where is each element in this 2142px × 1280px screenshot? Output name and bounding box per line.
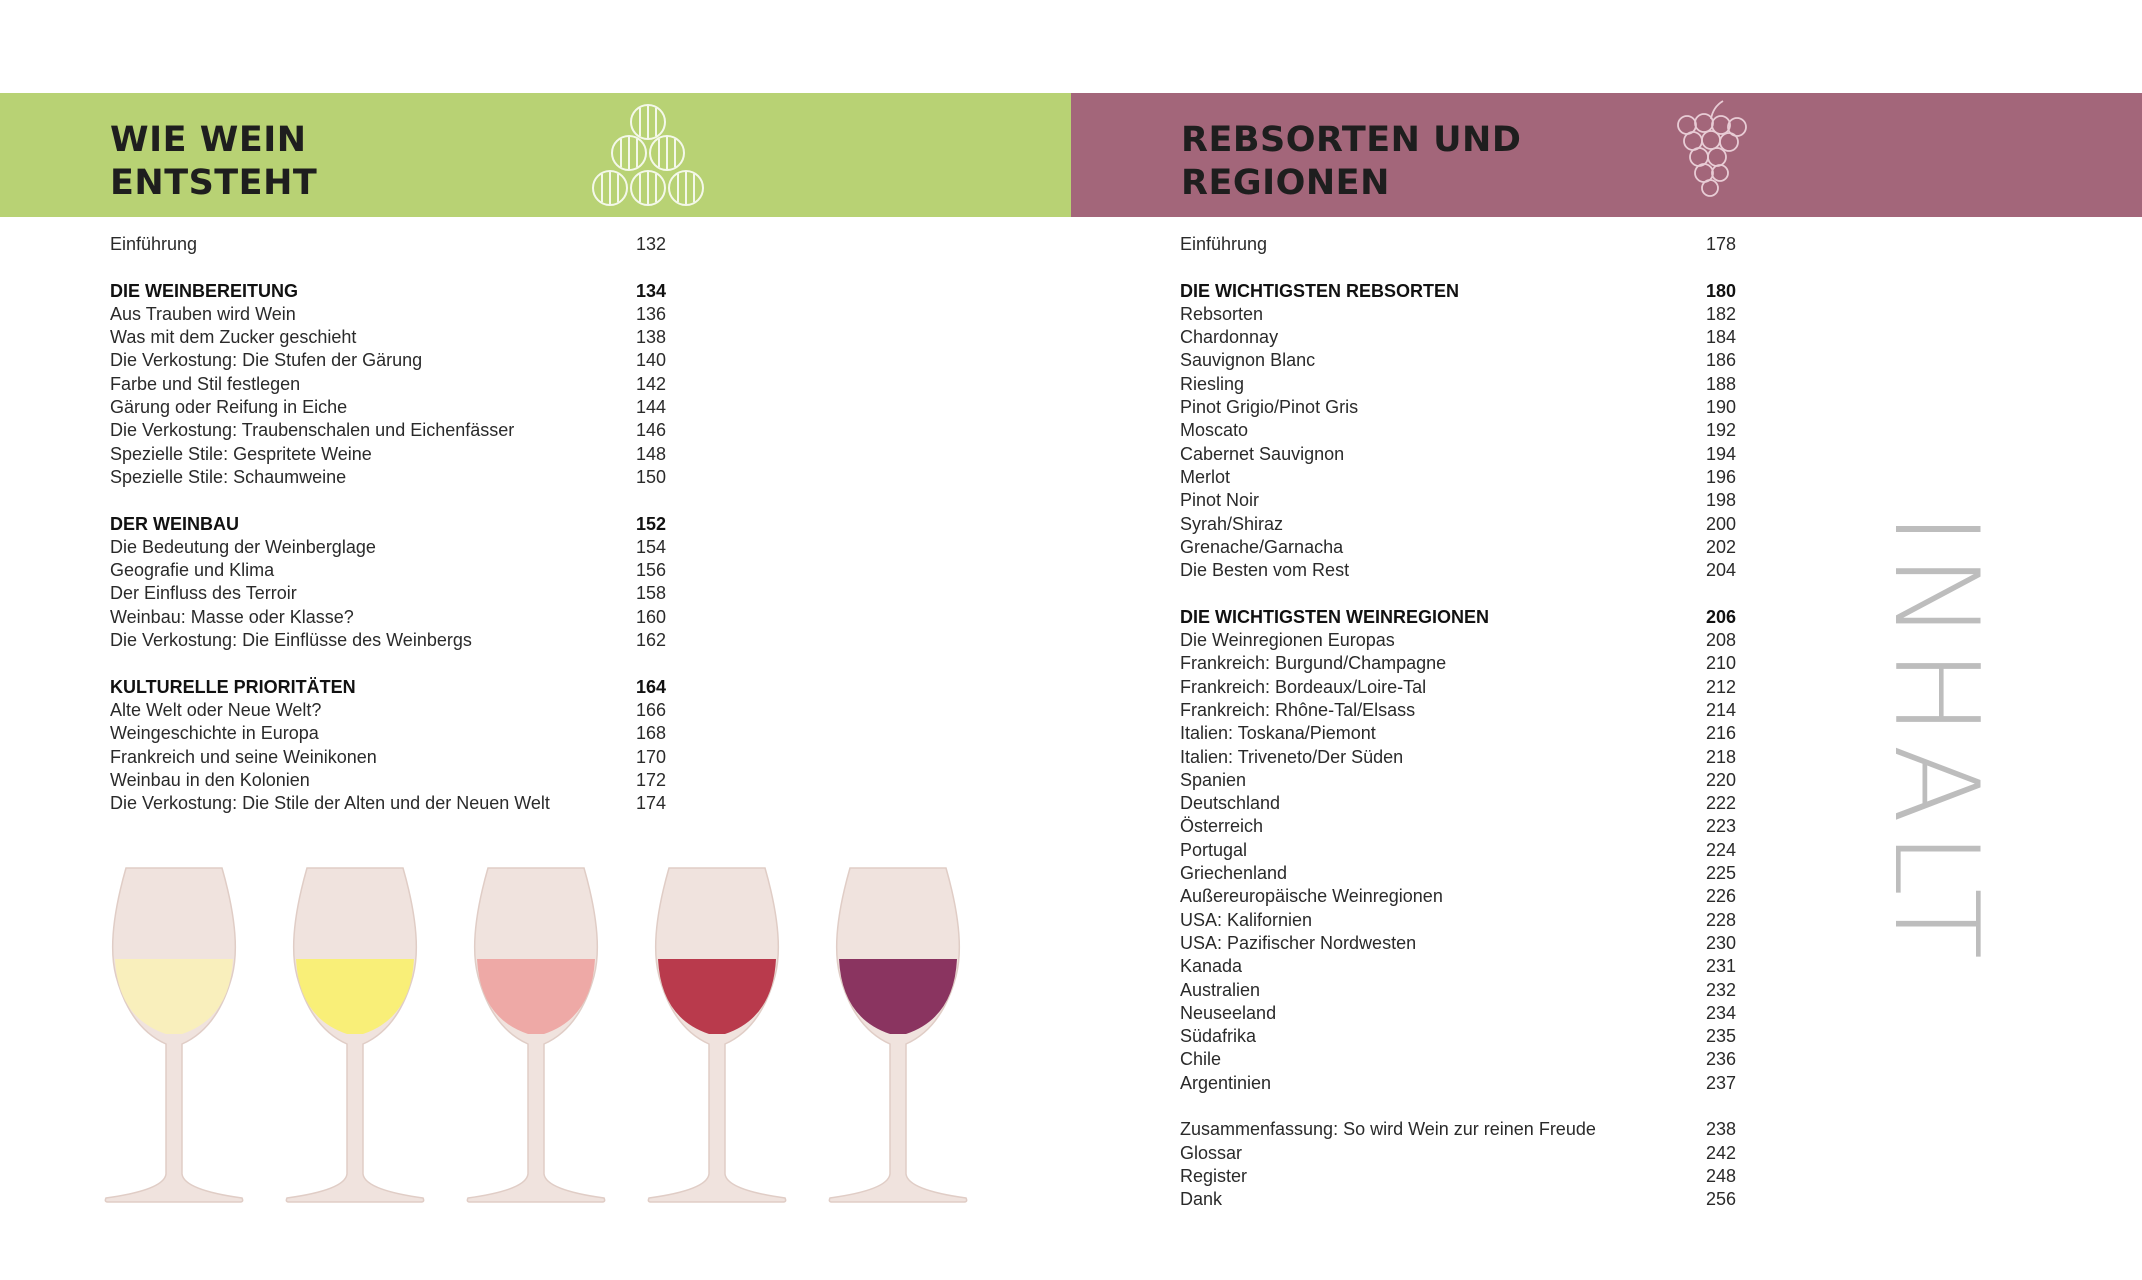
wine-fill	[839, 959, 957, 1034]
toc-label: DIE WICHTIGSTEN REBSORTEN	[1180, 280, 1460, 301]
toc-entry[interactable]	[110, 536, 666, 559]
toc-page-number: 140	[635, 350, 666, 371]
toc-entry[interactable]	[1180, 676, 1736, 699]
toc-page-number: 220	[1705, 769, 1736, 790]
toc-page-number: 172	[635, 769, 666, 790]
toc-page-number: 235	[1705, 1026, 1736, 1047]
toc-label: Die Verkostung: Traubenschalen und Eichenfässer	[110, 420, 515, 441]
toc-entry[interactable]	[1180, 1072, 1736, 1095]
wine-fill	[477, 959, 595, 1034]
toc-label: Frankreich: Bordeaux/Loire-Tal	[1180, 676, 1427, 697]
toc-entry[interactable]	[1180, 885, 1736, 908]
glass-shape	[829, 868, 966, 1202]
toc-entry[interactable]	[1180, 326, 1736, 349]
toc-label: Italien: Toskana/Piemont	[1180, 723, 1376, 744]
toc-entry[interactable]	[110, 233, 666, 256]
toc-label: Weinbau in den Kolonien	[110, 769, 310, 790]
toc-entry[interactable]	[110, 699, 666, 722]
toc-label: Frankreich und seine Weinikonen	[110, 746, 377, 767]
toc-label: USA: Pazifischer Nordwesten	[1180, 932, 1417, 953]
toc-page-number: 156	[635, 560, 666, 581]
toc-label: DIE WICHTIGSTEN WEINREGIONEN	[1180, 606, 1490, 627]
toc-label: Spanien	[1180, 769, 1247, 790]
grapes-icon	[1671, 97, 1751, 197]
toc-label: Argentinien	[1180, 1072, 1272, 1093]
toc-page-number: 223	[1705, 816, 1736, 837]
toc-entry[interactable]	[1180, 1188, 1736, 1211]
toc-label: Cabernet Sauvignon	[1180, 443, 1345, 464]
toc-label: Zusammenfassung: So wird Wein zur reinen Freude	[1180, 1119, 1596, 1140]
toc-label: KULTURELLE PRIORITÄTEN	[110, 676, 356, 697]
toc-page-number: 168	[635, 723, 666, 744]
toc-page-number: 164	[635, 676, 666, 697]
toc-label: Die Weinregionen Europas	[1180, 630, 1395, 651]
toc-spacer	[1180, 1095, 1736, 1118]
toc-label: Deutschland	[1180, 793, 1281, 814]
toc-page-number: 222	[1705, 793, 1736, 814]
toc-page-number: 180	[1705, 280, 1736, 301]
toc-entry[interactable]	[1180, 303, 1736, 326]
toc-entry[interactable]	[1180, 815, 1736, 838]
toc-entry[interactable]	[110, 326, 666, 349]
toc-entry[interactable]	[1180, 699, 1736, 722]
toc-label: Chile	[1180, 1049, 1222, 1070]
toc-entry[interactable]	[1180, 769, 1736, 792]
toc-entry[interactable]	[1180, 1142, 1736, 1165]
toc-entry[interactable]	[1180, 746, 1736, 769]
toc-heading[interactable]	[1180, 606, 1736, 629]
toc-entry[interactable]	[110, 303, 666, 326]
wine-fill	[658, 959, 776, 1034]
toc-page-number: 237	[1705, 1072, 1736, 1093]
toc-entry[interactable]	[1180, 466, 1736, 489]
toc-label: Dank	[1180, 1189, 1223, 1210]
toc-page-number: 148	[635, 443, 666, 464]
toc-page-number: 214	[1705, 699, 1736, 720]
toc-label: Kanada	[1180, 956, 1243, 977]
toc-page-number: 132	[635, 234, 666, 254]
toc-label: Syrah/Shiraz	[1180, 513, 1284, 534]
wine-glass-rose	[467, 868, 604, 1202]
toc-entry[interactable]	[1180, 932, 1736, 955]
toc-entry[interactable]	[1180, 443, 1736, 466]
toc-label: Italien: Triveneto/Der Süden	[1180, 746, 1404, 767]
toc-page-number: 228	[1705, 909, 1736, 930]
toc-label: Spezielle Stile: Gespritete Weine	[110, 443, 372, 464]
toc-entry[interactable]	[110, 629, 666, 652]
toc-entry[interactable]	[110, 769, 666, 792]
toc-page-number: 144	[635, 397, 666, 418]
toc-label: Die Bedeutung der Weinberglage	[110, 536, 376, 557]
toc-label: Einführung	[110, 234, 198, 254]
toc-label: Merlot	[1180, 466, 1231, 487]
toc-page-number: 196	[1705, 466, 1736, 487]
toc-label: Alte Welt oder Neue Welt?	[110, 699, 322, 720]
toc-entry[interactable]	[110, 396, 666, 419]
toc-label: Australien	[1180, 979, 1261, 1000]
section-header-wine-making	[0, 93, 1071, 217]
toc-label: DIE WEINBEREITUNG	[110, 280, 299, 301]
toc-right	[1180, 233, 1736, 1211]
toc-entry[interactable]	[1180, 1165, 1736, 1188]
toc-page-number: 170	[635, 746, 666, 767]
toc-page-number: 216	[1705, 723, 1736, 744]
toc-entry[interactable]	[110, 373, 666, 396]
toc-page-number: 242	[1705, 1142, 1736, 1163]
toc-label: Portugal	[1180, 839, 1248, 860]
toc-entry[interactable]	[1180, 652, 1736, 675]
toc-page-number: 256	[1705, 1189, 1736, 1210]
toc-page-number: 230	[1705, 932, 1736, 953]
toc-page-number: 224	[1705, 839, 1736, 860]
toc-entry[interactable]	[110, 419, 666, 442]
toc-entry[interactable]	[110, 466, 666, 489]
toc-page-number: 154	[635, 536, 666, 557]
toc-label: Chardonnay	[1180, 327, 1279, 348]
toc-entry[interactable]	[1180, 396, 1736, 419]
toc-entry[interactable]	[1180, 559, 1736, 582]
toc-page-number: 152	[635, 513, 666, 534]
toc-entry[interactable]	[110, 722, 666, 745]
toc-label: Was mit dem Zucker geschieht	[110, 327, 357, 348]
toc-page-number: 182	[1705, 303, 1736, 324]
toc-page-number: 218	[1705, 746, 1736, 767]
toc-entry[interactable]	[1180, 1048, 1736, 1071]
toc-page-number: 212	[1705, 676, 1736, 697]
toc-entry[interactable]	[1180, 536, 1736, 559]
toc-entry[interactable]	[110, 792, 666, 815]
toc-label: Glossar	[1180, 1142, 1243, 1163]
glass-shape	[286, 868, 423, 1202]
toc-page-number: 184	[1705, 327, 1736, 348]
toc-page-number: 190	[1705, 397, 1736, 418]
toc-page-number: 202	[1705, 536, 1736, 557]
toc-heading[interactable]	[110, 676, 666, 699]
toc-label: Moscato	[1180, 420, 1249, 441]
toc-page-number: 210	[1705, 653, 1736, 674]
toc-label: Österreich	[1180, 816, 1264, 837]
toc-label: DER WEINBAU	[110, 513, 239, 534]
toc-entry[interactable]	[1180, 862, 1736, 885]
toc-label: Die Verkostung: Die Stufen der Gärung	[110, 350, 423, 371]
toc-label: Neuseeland	[1180, 1002, 1277, 1023]
wine-fill	[115, 959, 233, 1034]
wine-glass-red	[648, 868, 785, 1202]
toc-label: Farbe und Stil festlegen	[110, 373, 301, 394]
toc-entry[interactable]	[110, 606, 666, 629]
toc-label: Pinot Grigio/Pinot Gris	[1180, 397, 1359, 418]
toc-page-number: 138	[635, 327, 666, 348]
toc-page-number: 194	[1705, 443, 1736, 464]
toc-spacer	[110, 652, 666, 675]
toc-entry[interactable]	[110, 746, 666, 769]
glass-shape	[467, 868, 604, 1202]
toc-entry[interactable]	[1180, 1002, 1736, 1025]
toc-spacer	[1180, 582, 1736, 605]
toc-page-number: 186	[1705, 350, 1736, 371]
toc-label: Einführung	[1180, 234, 1268, 254]
section-title: REBSORTEN UND REGIONEN	[1181, 120, 1522, 203]
toc-label: Die Verkostung: Die Stile der Alten und der Neuen Welt	[110, 793, 550, 814]
toc-entry[interactable]	[1180, 373, 1736, 396]
toc-label: Die Verkostung: Die Einflüsse des Weinbergs	[110, 630, 472, 651]
toc-page-number: 174	[635, 793, 666, 814]
toc-label: Südafrika	[1180, 1026, 1257, 1047]
toc-page-number: 225	[1705, 863, 1736, 884]
toc-entry[interactable]	[1180, 955, 1736, 978]
toc-page-number: 232	[1705, 979, 1736, 1000]
toc-page-number: 208	[1705, 630, 1736, 651]
toc-page-number: 200	[1705, 513, 1736, 534]
wine-glass-dark-red	[829, 868, 966, 1202]
glass-shape	[105, 868, 242, 1202]
toc-label: Weingeschichte in Europa	[110, 723, 319, 744]
contents-title: INHALT	[1868, 512, 2003, 968]
toc-page-number: 234	[1705, 1002, 1736, 1023]
toc-label: Frankreich: Rhône-Tal/Elsass	[1180, 699, 1416, 720]
toc-heading[interactable]	[1180, 280, 1736, 303]
toc-entry[interactable]	[1180, 233, 1736, 256]
toc-entry[interactable]	[1180, 629, 1736, 652]
toc-page-number: 178	[1705, 234, 1736, 254]
toc-page-number: 162	[635, 630, 666, 651]
toc-entry[interactable]	[1180, 909, 1736, 932]
toc-page-number: 146	[635, 420, 666, 441]
toc-entry[interactable]	[110, 582, 666, 605]
toc-label: Gärung oder Reifung in Eiche	[110, 397, 348, 418]
section-title: WIE WEIN ENTSTEHT	[110, 120, 318, 203]
toc-page-number: 231	[1705, 956, 1736, 977]
glass-shape	[648, 868, 785, 1202]
toc-page-number: 150	[635, 466, 666, 487]
toc-entry[interactable]	[1180, 839, 1736, 862]
toc-page-number: 192	[1705, 420, 1736, 441]
toc-heading[interactable]	[110, 513, 666, 536]
toc-page-number: 236	[1705, 1049, 1736, 1070]
toc-entry[interactable]	[110, 443, 666, 466]
toc-heading[interactable]	[110, 280, 666, 303]
toc-label: Geografie und Klima	[110, 560, 275, 581]
toc-label: Die Besten vom Rest	[1180, 560, 1350, 581]
toc-page-number: 206	[1705, 606, 1736, 627]
wine-glasses-illustration	[100, 866, 980, 1206]
toc-label: Aus Trauben wird Wein	[110, 303, 296, 324]
toc-label: Rebsorten	[1180, 303, 1264, 324]
toc-page-number: 166	[635, 699, 666, 720]
toc-label: Sauvignon Blanc	[1180, 350, 1316, 371]
toc-page-number: 188	[1705, 373, 1736, 394]
toc-entry[interactable]	[1180, 1025, 1736, 1048]
toc-label: Griechenland	[1180, 863, 1288, 884]
wine-glass-yellow-white	[286, 868, 423, 1202]
toc-spacer	[110, 256, 666, 279]
toc-page-number: 142	[635, 373, 666, 394]
section-header-grapes-regions	[1071, 93, 2142, 217]
toc-page-number: 160	[635, 606, 666, 627]
toc-label: Frankreich: Burgund/Champagne	[1180, 653, 1447, 674]
toc-page-number: 204	[1705, 560, 1736, 581]
toc-page-number: 238	[1705, 1119, 1736, 1140]
toc-entry[interactable]	[1180, 513, 1736, 536]
wine-fill	[296, 959, 414, 1034]
toc-entry[interactable]	[1180, 1118, 1736, 1141]
toc-entry[interactable]	[110, 559, 666, 582]
toc-entry[interactable]	[110, 349, 666, 372]
toc-entry[interactable]	[1180, 722, 1736, 745]
toc-label: Pinot Noir	[1180, 490, 1260, 511]
toc-label: USA: Kalifornien	[1180, 909, 1313, 930]
toc-page-number: 248	[1705, 1165, 1736, 1186]
toc-page-number: 158	[635, 583, 666, 604]
toc-entry[interactable]	[1180, 979, 1736, 1002]
toc-page-number: 136	[635, 303, 666, 324]
toc-spacer	[1180, 256, 1736, 279]
toc-left	[110, 233, 666, 815]
toc-entry[interactable]	[1180, 792, 1736, 815]
barrels-icon	[590, 100, 706, 208]
toc-label: Riesling	[1180, 373, 1245, 394]
toc-label: Spezielle Stile: Schaumweine	[110, 466, 347, 487]
toc-label: Weinbau: Masse oder Klasse?	[110, 606, 354, 627]
toc-page-number: 226	[1705, 886, 1736, 907]
toc-entry[interactable]	[1180, 349, 1736, 372]
toc-label: Register	[1180, 1165, 1248, 1186]
toc-entry[interactable]	[1180, 489, 1736, 512]
toc-label: Grenache/Garnacha	[1180, 536, 1344, 557]
wine-glass-pale-white	[105, 868, 242, 1202]
toc-label: Außereuropäische Weinregionen	[1180, 886, 1443, 907]
toc-page-number: 134	[635, 280, 666, 301]
toc-label: Der Einfluss des Terroir	[110, 583, 297, 604]
toc-entry[interactable]	[1180, 419, 1736, 442]
toc-page-number: 198	[1705, 490, 1736, 511]
toc-spacer	[110, 489, 666, 512]
